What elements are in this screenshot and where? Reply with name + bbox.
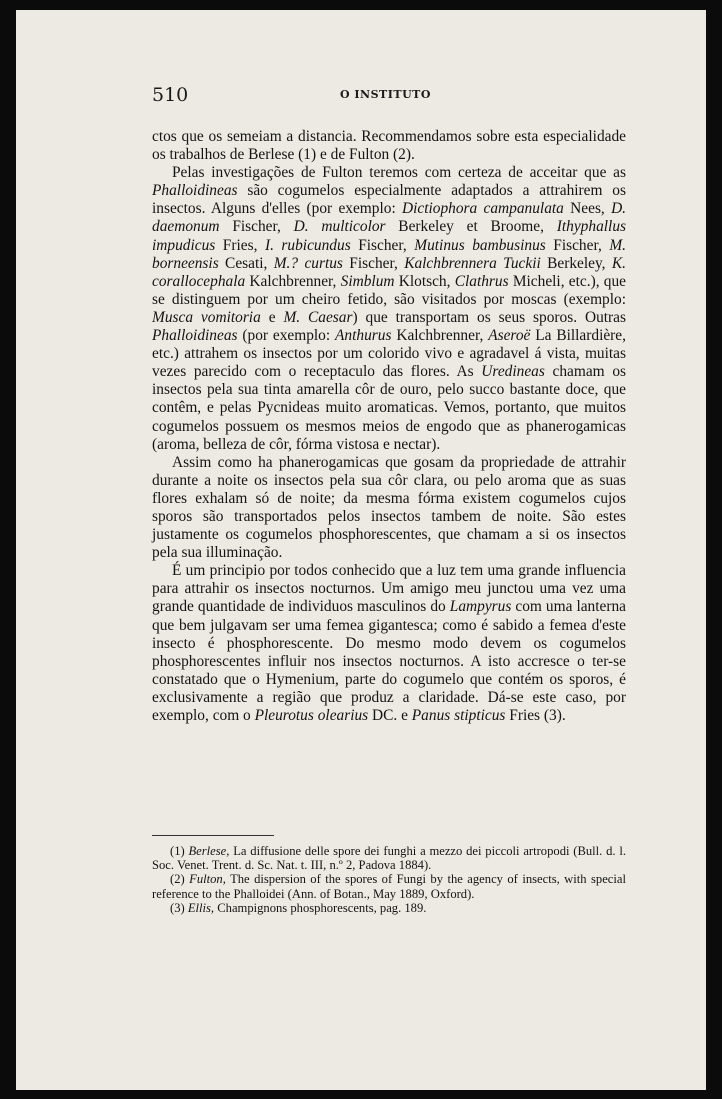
text-run: (3) (170, 900, 188, 915)
running-title: O INSTITUTO (340, 88, 431, 101)
italic-text: Berlese, (188, 844, 230, 858)
italic-text: Phalloidineas (152, 327, 238, 345)
text-run: Assim como ha phanerogamicas que gosam da propriedade de attrahir durante a noite os insectos pela sua côr clara, ou pelo aroma que as suas flores exhalam só de noite; da mesma fórma existem cogumelos cujos sporos são transportados pelos insectos tambem de noite. São estes justamente os cogumelos phosphorescentes, que chamam a si os insectos pela sua illuminação. (152, 453, 626, 562)
text-run: Fischer, (350, 236, 415, 254)
paragraph (152, 164, 626, 454)
text-run: Champignons phosphorescents, pag. 189. (214, 900, 427, 915)
text-run: Cesati, (218, 254, 274, 272)
italic-text: D. multicolor (293, 218, 386, 236)
text-run: Pelas investigações de Fulton teremos com certeza de acceitar que as (172, 164, 626, 182)
footnote (152, 901, 626, 915)
footnote (152, 872, 626, 900)
main-text (152, 128, 626, 725)
text-run: (1) (170, 844, 189, 858)
text-run: com uma lanterna que bem julgavam ser uma femea gigantesca; como é sabido a femea d'este insecto é phosphorescente. Do mesmo modo devem os cogumelos phosphorescentes influir nos insectos nocturnos. A isto accresce o ter-se constatado que o Hymenium, parte do cogumelo que contém os sporos, é exclusivamente a região que produz a claridade. Dá-se este caso, por exemplo, com o (152, 598, 627, 724)
italic-text: Aseroë (488, 327, 531, 345)
text-run: ) que transportam os seus sporos. Outras (352, 308, 627, 326)
text-run: La Billardière, etc.) attrahem os insectos por um colorido vivo e agradavel á vista, muitas vezes parecido com o receptaculo das flores. As (152, 327, 626, 381)
italic-text: D. daemonum (152, 200, 627, 236)
paragraph (152, 128, 626, 164)
paragraph (152, 562, 626, 725)
text-run: Nees, (563, 200, 612, 218)
text-run: Kalchbrenner, (245, 272, 341, 290)
text-run: Fischer, (545, 236, 610, 254)
footnote-divider (152, 835, 274, 836)
italic-text: Clathrus (454, 272, 509, 290)
text-run: (por exemplo: (237, 327, 336, 345)
italic-text: M.? curtus (273, 254, 343, 272)
paragraph (152, 454, 626, 563)
italic-text: Anthurus (335, 327, 392, 345)
italic-text: Phalloidineas (152, 182, 238, 200)
text-run: (2) (170, 872, 190, 887)
footnotes (152, 844, 626, 915)
text-run: e (260, 308, 284, 326)
italic-text: Panus stipticus (411, 707, 506, 724)
text-run: É um principio por todos conhecido que a luz tem uma grande influencia para attrahir os insectos nocturnos. Um amigo meu junctou uma vez uma grande quantidade de individuos masculinos do (152, 562, 626, 616)
italic-text: M. Caesar (283, 308, 353, 326)
footnote (152, 844, 626, 872)
text-run: Fischer, (219, 218, 294, 236)
italic-text: Lampyrus (449, 598, 512, 616)
text-run: são cogumelos especialmente adaptados a attrahirem os insectos. Alguns d'elles (por exemplo: (152, 182, 626, 218)
text-run: The dispersion of the spores of Fungi by the agency of insects, with special reference to the Phalloidei (Ann. of Botan., May 1889, Oxford). (152, 872, 626, 901)
italic-text: Pleurotus olearius (254, 707, 369, 724)
italic-text: Simblum (340, 272, 395, 290)
italic-text: Ithyphallus impudicus (152, 218, 627, 254)
text-run: Kalchbrenner, (391, 327, 489, 345)
text-run: ctos que os semeiam a distancia. Recommendamos sobre esta especialidade os trabalhos de Berlese (1) e de Fulton (2). (152, 128, 626, 164)
italic-text: Dictiophora campanulata (402, 200, 564, 218)
text-run: Berkeley et Broome, (385, 218, 557, 236)
page-number: 510 (152, 84, 189, 106)
text-run: Fries (3). (505, 707, 566, 724)
italic-text: Fulton, (189, 872, 226, 887)
text-run: DC. e (368, 707, 412, 724)
italic-text: Musca vomitoria (152, 308, 261, 326)
italic-text: K. corallocephala (152, 254, 627, 290)
text-run: La diffusione delle spore dei funghi a mezzo dei piccoli artropodi (Bull. d. l. Soc. Venet. Trent. d. Sc. Nat. t. III, n.º 2, Padova 1884). (152, 844, 626, 873)
text-run: Klotsch, (394, 272, 455, 290)
italic-text: Ellis, (187, 900, 215, 915)
text-run: Fries, (215, 236, 265, 254)
italic-text: Uredineas (481, 363, 545, 381)
italic-text: I. rubicundus (264, 236, 351, 254)
italic-text: Kalchbrennera Tuckii (404, 254, 541, 272)
text-run: Micheli, etc.), que se distinguem por um cheiro fetido, são visitados por moscas (exemplo: (152, 272, 627, 308)
text-run: Berkeley, (540, 254, 612, 272)
italic-text: Mutinus bambusinus (414, 236, 546, 254)
text-run: chamam os insectos pela sua tinta amarella côr de ouro, pelo succo bastante doce, que contêm, e pelas Pycnideas muito aromaticas. Vemos, portanto, que muitos cogumelos possuem os mesmos meios de engodo que as phanerogamicas (aroma, belleza de côr, fórma vistosa e nectar). (152, 363, 626, 453)
page-header (152, 84, 672, 108)
text-run: Fischer, (342, 254, 405, 272)
book-page (16, 10, 706, 1090)
italic-text: M. borneensis (152, 236, 626, 272)
